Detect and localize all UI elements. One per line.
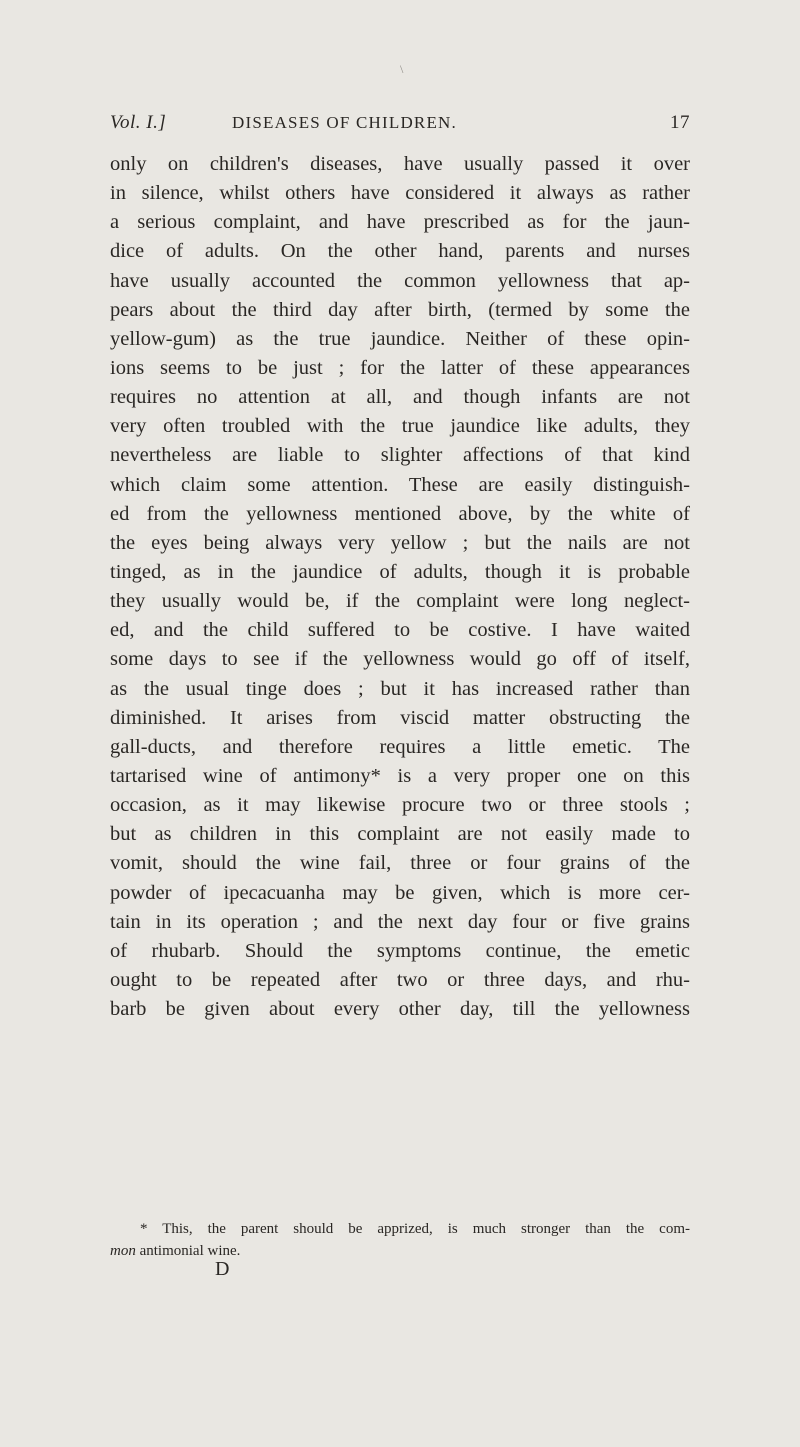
text-line: yellow-gum) as the true jaundice. Neither of these opin- (110, 327, 690, 350)
text-line: tain in its operation ; and the next day four or five grains (110, 910, 690, 933)
running-header (110, 112, 690, 144)
text-line: barb be given about every other day, till the yellowness (110, 998, 690, 1021)
text-line: as the usual tinge does ; but it has increased rather than (110, 677, 690, 700)
text-line: dice of adults. On the other hand, parents and nurses (110, 240, 690, 263)
footnote-line-2 (110, 1240, 690, 1262)
text-line: tartarised wine of antimony* is a very proper one on this (110, 764, 690, 787)
footnote-rest: antimonial wine. (135, 1243, 241, 1259)
footnote-italic: mon (110, 1243, 136, 1259)
footnote-line-1: * This, the parent should be apprized, is much stronger than the com- (140, 1221, 690, 1237)
running-title: DISEASES OF CHILDREN. (232, 113, 457, 132)
text-line: ought to be repeated after two or three days, and rhu- (110, 968, 690, 991)
text-line: vomit, should the wine fail, three or four grains of the (110, 852, 690, 875)
text-line: diminished. It arises from viscid matter obstructing the (110, 706, 690, 729)
body-text (110, 150, 690, 1024)
text-line: have usually accounted the common yellowness that ap- (110, 269, 690, 292)
text-line: pears about the third day after birth, (termed by some the (110, 298, 690, 321)
text-line: gall-ducts, and therefore requires a little emetic. The (110, 735, 690, 758)
text-line: ions seems to be just ; for the latter of these appearances (110, 356, 690, 379)
text-line: ed, and the child suffered to be costive. I have waited (110, 619, 690, 642)
text-line: nevertheless are liable to slighter affections of that kind (110, 444, 690, 467)
text-line: they usually would be, if the complaint were long neglect- (110, 590, 690, 613)
text-line: of rhubarb. Should the symptoms continue, the emetic (110, 939, 690, 962)
volume-label: Vol. I.] (110, 112, 167, 133)
text-line: some days to see if the yellowness would go off of itself, (110, 648, 690, 671)
signature-mark: D (215, 1258, 231, 1280)
text-line: only on children's diseases, have usually passed it over (110, 153, 690, 175)
text-line: but as children in this complaint are not easily made to (110, 823, 690, 846)
text-line: tinged, as in the jaundice of adults, though it is probable (110, 560, 690, 583)
text-line: requires no attention at all, and though infants are not (110, 386, 690, 409)
footnote (110, 1218, 690, 1262)
text-line: powder of ipecacuanha may be given, which is more cer- (110, 881, 690, 904)
text-line: occasion, as it may likewise procure two or three stools ; (110, 794, 690, 817)
text-line: a serious complaint, and have prescribed as for the jaun- (110, 211, 690, 234)
text-line: which claim some attention. These are easily distinguish- (110, 473, 690, 496)
text-line: in silence, whilst others have considered it always as rather (110, 182, 690, 205)
page-number: 17 (670, 112, 690, 133)
text-line: the eyes being always very yellow ; but the nails are not (110, 531, 690, 554)
text-line: very often troubled with the true jaundice like adults, they (110, 415, 690, 438)
top-mark: \ (400, 62, 404, 76)
text-line: ed from the yellowness mentioned above, by the white of (110, 502, 690, 525)
